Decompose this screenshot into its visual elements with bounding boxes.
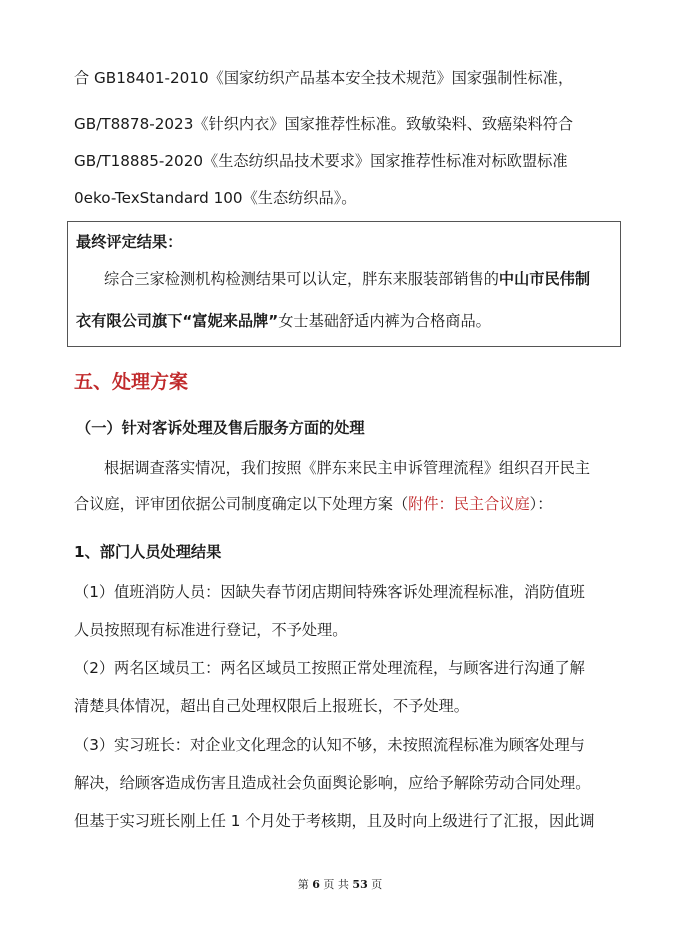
staff-results-heading: 1、部门人员处理结果: [74, 543, 222, 561]
footer-middle: 页 共: [323, 878, 349, 891]
item-3-line-2: 解决，给顾客造成伤害且造成社会负面舆论影响，应给予解除劳动合同处理。: [74, 774, 591, 792]
footer-prefix: 第: [297, 878, 309, 891]
footer-suffix: 页: [371, 878, 383, 891]
intro-line-4: 0eko-TexStandard 100《生态纺织品》。: [74, 189, 357, 207]
item-1-line-1: （1）值班消防人员：因缺失春节闭店期间特殊客诉处理流程标准，消防值班: [74, 583, 585, 601]
procedure-line-2-text-b: ）：: [529, 495, 553, 513]
attachment-reference: 附件：民主合议庭: [408, 495, 530, 513]
verdict-title: 最终评定结果：: [76, 233, 183, 251]
procedure-line-2-text-a: 合议庭，评审团依据公司制度确定以下处理方案（: [74, 495, 409, 513]
item-3-line-1: （3）实习班长：对企业文化理念的认知不够，未按照流程标准为顾客处理与: [74, 736, 585, 754]
intro-line-2: GB/T8878-2023《针织内衣》国家推荐性标准。致敏染料、致癌染料符合: [74, 115, 574, 133]
footer-total-pages: 53: [352, 878, 368, 891]
item-1-line-2: 人员按照现有标准进行登记，不予处理。: [74, 621, 348, 639]
procedure-line-2: [74, 494, 552, 514]
verdict-line-2-text: 女士基础舒适内裤为合格商品。: [278, 312, 491, 330]
verdict-line-1-text: 综合三家检测机构检测结果可以认定，胖东来服装部销售的: [104, 270, 499, 288]
subsection-heading: （一）针对客诉处理及售后服务方面的处理: [76, 419, 365, 437]
verdict-line-2: [76, 311, 491, 331]
verdict-company-name-part2: 衣有限公司旗下“富妮来品牌”: [76, 312, 279, 330]
intro-line-3: GB/T18885-2020《生态纺织品技术要求》国家推荐性标准对标欧盟标准: [74, 152, 568, 170]
item-2-line-2: 清楚具体情况，超出自己处理权限后上报班长，不予处理。: [74, 697, 469, 715]
footer-page-number: 6: [312, 878, 320, 891]
section-heading: 五、处理方案: [74, 371, 189, 393]
intro-line-1: 合 GB18401-2010《国家纺织产品基本安全技术规范》国家强制性标准，: [74, 69, 574, 87]
item-2-line-1: （2）两名区域员工：两名区域员工按照正常处理流程，与顾客进行沟通了解: [74, 659, 585, 677]
procedure-line-1: 根据调查落实情况，我们按照《胖东来民主申诉管理流程》组织召开民主: [104, 459, 590, 477]
item-3-line-3: 但基于实习班长刚上任 1 个月处于考核期，且及时向上级进行了汇报，因此调: [74, 812, 595, 830]
verdict-company-name-part1: 中山市民伟制: [498, 270, 590, 288]
page-footer: [0, 878, 680, 892]
verdict-line-1: [104, 269, 590, 289]
